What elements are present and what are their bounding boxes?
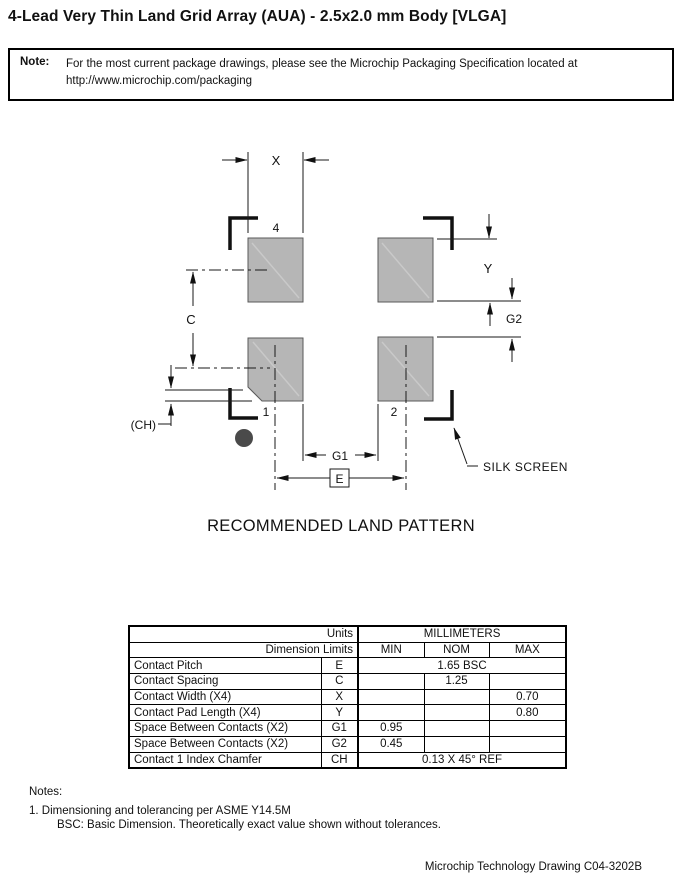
col-header-min: MIN [358,642,424,658]
row-nom [424,736,489,752]
row-nom: 1.25 [424,674,489,690]
units-value-cell: MILLIMETERS [358,626,566,642]
dimensions-table-wrap [128,625,567,769]
row-min: 0.45 [358,736,424,752]
label-c: C [186,312,196,327]
page-title: 4-Lead Very Thin Land Grid Array (AUA) - 2.5x2.0 mm Body [VLGA] [8,8,507,25]
row-name: Contact Width (X4) [129,689,321,705]
notes-heading: Notes: [29,786,63,798]
label-y: Y [483,261,493,276]
row-max [489,674,566,690]
col-header-nom: NOM [424,642,489,658]
diagram-caption: RECOMMENDED LAND PATTERN [207,517,475,535]
row-name: Space Between Contacts (X2) [129,721,321,737]
notes-item-1-sub: BSC: Basic Dimension. Theoretically exact value shown without tolerances. [57,819,441,831]
silkscreen-callout [454,428,568,474]
label-g1: G1 [331,449,349,463]
row-min [358,705,424,721]
table-row [129,689,566,705]
row-symbol: Y [321,705,358,721]
label-silkscreen: SILK SCREEN [483,460,568,474]
notes-item-1: 1. Dimensioning and tolerancing per ASME Y14.5M [29,805,291,817]
dimension-limits-cell: Dimension Limits [129,642,358,658]
row-max: 0.70 [489,689,566,705]
table-row [129,752,566,768]
col-header-max: MAX [489,642,566,658]
dimension-g2 [437,278,522,362]
dimension-y [437,214,521,326]
row-name: Contact Pad Length (X4) [129,705,321,721]
label-e: E [335,472,344,486]
row-name: Contact Spacing [129,674,321,690]
dimension-g1 [303,404,378,463]
label-pad-2: 2 [390,405,398,419]
row-span-value: 0.13 X 45° REF [358,752,566,768]
row-name: Contact Pitch [129,658,321,674]
row-symbol: G2 [321,736,358,752]
note-line-1: For the most current package drawings, please see the Microchip Packaging Specification located at [66,58,578,70]
row-max: 0.80 [489,705,566,721]
row-nom [424,721,489,737]
label-pad-4: 4 [272,221,280,235]
row-max [489,721,566,737]
label-x: X [271,153,281,168]
table-row-units [129,626,566,642]
row-symbol: C [321,674,358,690]
row-symbol: CH [321,752,358,768]
table-row [129,658,566,674]
note-line-2: http://www.microchip.com/packaging [66,75,252,87]
table-row [129,736,566,752]
row-min: 0.95 [358,721,424,737]
row-span-value: 1.65 BSC [358,658,566,674]
row-max [489,736,566,752]
table-row-limits [129,642,566,658]
note-label: Note: [20,56,50,68]
table-row [129,721,566,737]
dimensions-table [128,625,567,769]
row-symbol: X [321,689,358,705]
label-pad-1: 1 [262,405,270,419]
row-symbol: E [321,658,358,674]
units-label-cell: Units [129,626,358,642]
drawing-number: Microchip Technology Drawing C04-3202B [424,861,642,873]
table-row [129,674,566,690]
row-name: Space Between Contacts (X2) [129,736,321,752]
row-nom [424,689,489,705]
row-min [358,674,424,690]
row-nom [424,705,489,721]
row-name: Contact 1 Index Chamfer [129,752,321,768]
label-ch: (CH) [130,418,156,432]
table-row [129,705,566,721]
dimension-ch [131,365,252,432]
row-min [358,689,424,705]
label-g2: G2 [505,312,523,326]
pin1-index-dot [235,429,253,447]
row-symbol: G1 [321,721,358,737]
